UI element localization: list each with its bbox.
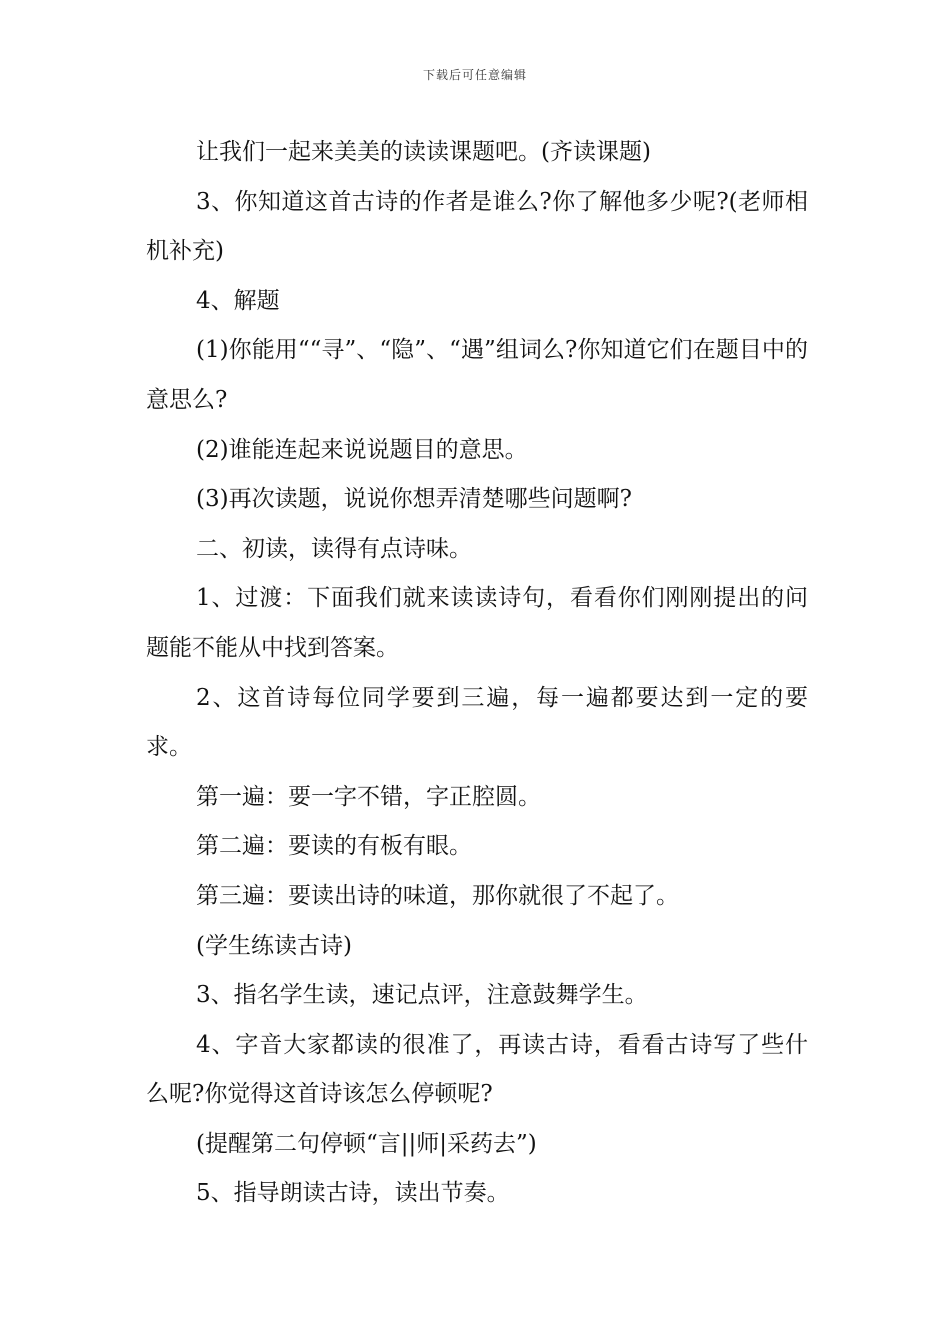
paragraph-10: 第一遍：要一字不错，字正腔圆。	[196, 783, 541, 810]
paragraph-12: 第三遍：要读出诗的味道，那你就很了不起了。	[196, 882, 679, 909]
paragraph-16: (提醒第二句停顿“言||师|采药去”)	[196, 1130, 537, 1157]
paragraph-11: 第二遍：要读的有板有眼。	[196, 833, 472, 860]
document-body	[146, 128, 808, 1219]
paragraph-3: 4、解题	[196, 287, 280, 314]
paragraph-5: (2)谁能连起来说说题目的意思。	[196, 436, 528, 463]
paragraph-4: (1)你能用““寻”、“隐”、“遇”组词么?你知道它们在题目中的意思么?	[146, 337, 808, 413]
paragraph-9: 2、这首诗每位同学要到三遍，每一遍都要达到一定的要求。	[146, 684, 808, 761]
paragraph-13: (学生练读古诗)	[196, 932, 352, 959]
paragraph-17: 5、指导朗读古诗，读出节奏。	[196, 1180, 510, 1207]
paragraph-2: 3、你知道这首古诗的作者是谁么?你了解他多少呢?(老师相机补充)	[146, 188, 808, 265]
paragraph-8: 1、过渡：下面我们就来读读诗句，看看你们刚刚提出的问题能不能从中找到答案。	[146, 585, 808, 661]
page-header-note: 下载后可任意编辑	[422, 68, 527, 82]
paragraph-15: 4、字音大家都读的很准了，再读古诗，看看古诗写了些什么呢?你觉得这首诗该怎么停顿呢?	[146, 1031, 808, 1108]
paragraph-1: 让我们一起来美美的读读课题吧。(齐读课题)	[196, 139, 651, 165]
paragraph-14: 3、指名学生读，速记点评，注意鼓舞学生。	[196, 982, 648, 1009]
paragraph-7: 二、初读，读得有点诗味。	[196, 535, 472, 562]
paragraph-6: (3)再次读题，说说你想弄清楚哪些问题啊?	[196, 486, 632, 513]
